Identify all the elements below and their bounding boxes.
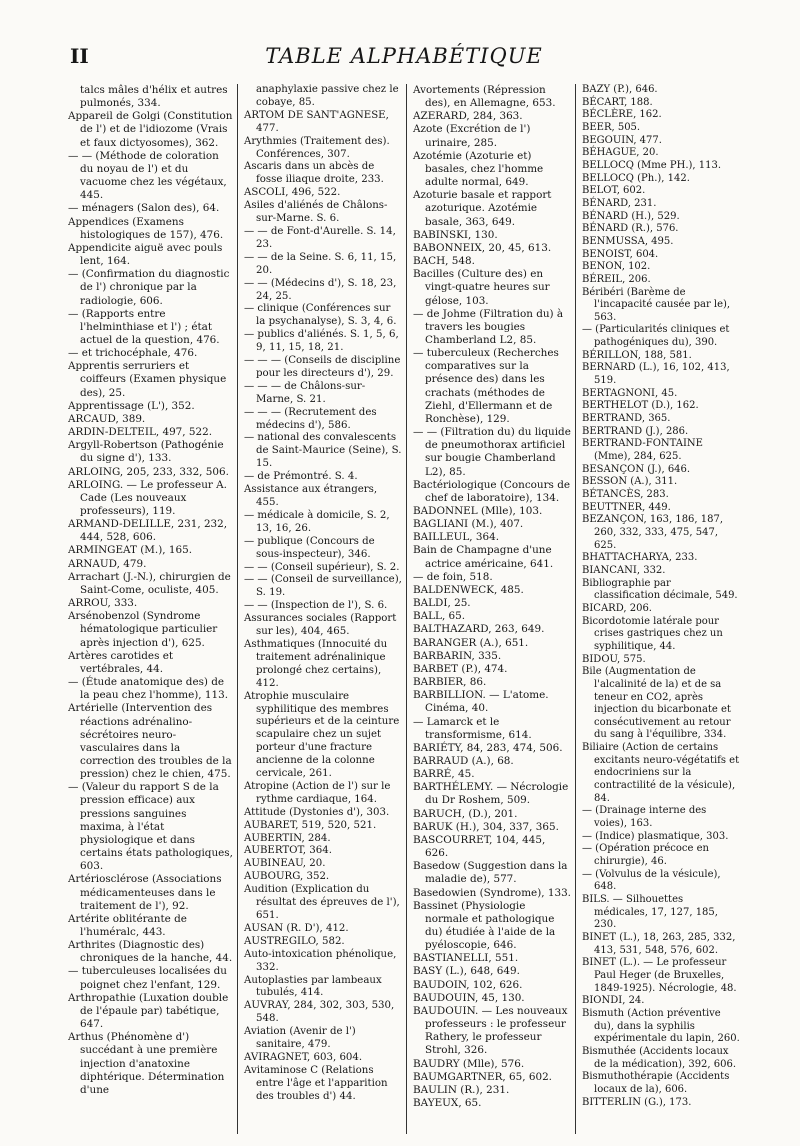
- index-entry: BINET (L.). — Le professeur Paul Heger (de Bruxelles, 1849-1925). Nécrologie, 48.: [582, 957, 737, 994]
- index-entry: Aviation (Avenir de l') sanitaire, 479.: [244, 1026, 356, 1051]
- index-entry: Arthropathie (Luxation double de l'épaule par) tabétique, 647.: [68, 991, 229, 1031]
- index-entry: BÉNARD (H.), 529.: [582, 210, 680, 222]
- index-entry: — Lamarck et le transformisme, 614.: [413, 715, 532, 741]
- index-entry: — tuberculeuses localisées du poignet chez l'enfant, 129.: [68, 965, 227, 991]
- index-entry: BÉREIL, 206.: [582, 273, 651, 285]
- index-columns: [68, 84, 744, 1134]
- index-entry: — — (Méthode de coloration du noyau de l') et du vacuome chez les végétaux, 445.: [68, 149, 227, 202]
- index-entry: BAULIN (R.), 231.: [413, 1083, 510, 1096]
- index-entry: BÉRILLON, 188, 581.: [582, 349, 692, 361]
- index-entry: — (Indice) plasmatique, 303.: [582, 830, 729, 842]
- index-entry: BAUDOUIN, 45, 130.: [413, 991, 525, 1004]
- index-entry: — — — de Châlons-sur-Marne, S. 21.: [244, 380, 366, 405]
- index-entry: Bicordotomie latérale pour crises gastriques chez un syphilitique, 44.: [582, 615, 723, 652]
- index-entry: BERTRAND-FONTAINE (Mme), 284, 625.: [582, 438, 703, 463]
- index-entry: — (Confirmation du diagnostic de l') chronique par la radiologie, 606.: [68, 268, 230, 307]
- index-entry: Bactériologique (Concours de chef de laboratoire), 134.: [413, 478, 570, 504]
- index-entry: BERTRAND (J.), 286.: [582, 425, 689, 437]
- index-entry: BARUCH, (D.), 201.: [413, 807, 518, 820]
- index-entry: Bismuthée (Accidents locaux de la médication), 392, 606.: [582, 1045, 737, 1070]
- index-entry: Auto-intoxication phénolique, 332.: [244, 948, 397, 973]
- index-entry: ARLOING, 205, 233, 332, 506.: [68, 465, 229, 478]
- index-entry: — et trichocéphale, 476.: [68, 347, 198, 360]
- index-entry: anaphylaxie passive chez le cobaye, 85.: [256, 84, 399, 108]
- index-entry: Biliaire (Action de certains excitants neuro-végétatifs et endocriniens sur la contractilité de la vésicule), 84.: [582, 742, 740, 804]
- index-entry: — médicale à domicile, S. 2, 13, 16, 26.: [244, 509, 390, 534]
- index-entry: Asiles d'aliénés de Châlons-sur-Marne. S. 6.: [244, 200, 388, 225]
- index-entry: — ménagers (Salon des), 64.: [68, 202, 220, 215]
- index-entry: — — de la Seine. S. 6, 11, 15, 20.: [244, 251, 397, 276]
- index-entry: BARBILLION. — L'atome. Cinéma, 40.: [413, 689, 549, 715]
- index-entry: — tuberculeux (Recherches comparatives sur la présence des) dans les crachats (méthodes de Ziehl, d'Ellermann et de Ronchèse), 129.: [413, 347, 559, 425]
- index-entry: BIDOU, 575.: [582, 653, 646, 665]
- index-entry: BARRAUD (A.), 68.: [413, 754, 514, 767]
- index-entry: Basedow (Suggestion dans la maladie de), 577.: [413, 860, 568, 886]
- index-entry: BEUTTNER, 449.: [582, 501, 671, 513]
- index-entry: — — — (Recrutement des médecins d'), 586.: [244, 406, 377, 431]
- index-entry: BAYEUX, 65.: [413, 1097, 482, 1110]
- index-entry: AUBOURG, 352.: [244, 871, 330, 883]
- index-entry: Bain de Champagne d'une actrice américaine, 641.: [413, 544, 554, 570]
- index-entry: — (Opération précoce en chirurgie), 46.: [582, 843, 709, 868]
- index-entry: BEER, 505.: [582, 121, 641, 133]
- index-entry: — de foin, 518.: [413, 570, 493, 583]
- index-entry: — — (Filtration du) du liquide de pneumothorax artificiel sur bougie Chamberland L2), 85.: [413, 426, 571, 478]
- index-entry: AZERARD, 284, 363.: [413, 110, 523, 123]
- index-entry: BARTHÉLEMY. — Nécrologie du Dr Roshem, 509.: [413, 781, 569, 807]
- index-entry: BARUK (H.), 304, 337, 365.: [413, 820, 559, 833]
- index-entry: BELLOCQ (Mme PH.), 113.: [582, 159, 722, 171]
- index-entry: talcs mâles d'hélix et autres pulmonés, 334.: [80, 84, 228, 110]
- index-entry: Artérielle (Intervention des réactions adrénalino-sécrétoires neuro-vasculaires dans la correction des troubles de la pression) chez le chien, 475.: [68, 702, 232, 781]
- index-column-3: [406, 84, 575, 1134]
- index-entry: BENON, 102.: [582, 261, 651, 273]
- index-entry: BAZY (P.), 646.: [582, 84, 658, 95]
- index-entry: Bismuth (Action préventive du), dans la syphilis expérimentale du lapin, 260.: [582, 1007, 740, 1045]
- index-entry: Appareil de Golgi (Constitution de l') et de l'idiozome (Vrais et faux dictyosomes), 362.: [68, 110, 233, 149]
- index-entry: BESSON (A.), 311.: [582, 476, 678, 488]
- index-entry: Assistance aux étrangers, 455.: [244, 484, 378, 508]
- index-entry: Bacilles (Culture des) en vingt-quatre heures sur gélose, 103.: [413, 268, 550, 307]
- index-column-1: [68, 84, 237, 1134]
- index-entry: — — de Font-d'Aurelle. S. 14, 23.: [244, 225, 396, 250]
- index-entry: BASCOURRET, 104, 445, 626.: [413, 833, 546, 860]
- index-entry: AUVRAY, 284, 302, 303, 530, 548.: [244, 1000, 395, 1025]
- index-entry: BARIÉTY, 84, 283, 474, 506.: [413, 741, 563, 754]
- index-entry: ARNAUD, 479.: [68, 557, 147, 570]
- index-entry: — (Étude anatomique des) de la peau chez l'homme), 113.: [68, 676, 229, 702]
- index-entry: BABINSKI, 130.: [413, 228, 498, 241]
- index-entry: BALTHAZARD, 263, 649.: [413, 623, 545, 636]
- index-entry: BIANCANI, 332.: [582, 564, 666, 576]
- index-entry: Appendicite aiguë avec pouls lent, 164.: [68, 241, 223, 268]
- index-entry: Artérite oblitérante de l'huméralc, 443.: [68, 912, 187, 938]
- index-entry: BÉNARD, 231.: [582, 197, 657, 209]
- index-entry: — (Drainage interne des voies), 163.: [582, 805, 707, 830]
- index-entry: — — — (Conseils de discipline pour les directeurs d'), 29.: [244, 355, 401, 379]
- index-entry: — (Particularités cliniques et pathogéniques du), 390.: [582, 324, 730, 349]
- index-entry: — (Rapports entre l'helminthiase et l') ; état actuel de la question, 476.: [68, 307, 220, 346]
- index-column-4: [575, 84, 744, 1134]
- index-entry: — — (Conseil de surveillance), S. 19.: [244, 574, 402, 599]
- index-entry: AUSTREGILO, 582.: [244, 935, 345, 947]
- index-entry: — publique (Concours de sous-inspecteur), 346.: [244, 535, 375, 560]
- index-entry: BINET (L.), 18, 263, 285, 332, 413, 531, 548, 576, 602.: [582, 931, 736, 956]
- index-entry: Atrophie musculaire syphilitique des membres supérieurs et de la ceinture scapulaire chez un sujet porteur d'une fracture ancienne de la colonne cervicale, 261.: [244, 690, 400, 780]
- index-entry: AUSAN (R. D'), 412.: [244, 922, 349, 934]
- index-entry: ARMINGEAT (M.), 165.: [68, 544, 193, 557]
- index-entry: Audition (Explication du résultat des épreuves de l'), 651.: [244, 884, 400, 921]
- index-entry: BERNARD (L.), 16, 102, 413, 519.: [582, 362, 730, 387]
- index-entry: Artériosclérose (Associations médicamenteuses dans le traitement de l'), 92.: [68, 873, 222, 912]
- index-entry: BÉCART, 188.: [582, 96, 653, 108]
- index-entry: BENOIST, 604.: [582, 248, 659, 260]
- index-entry: ARMAND-DELILLE, 231, 232, 444, 528, 606.: [68, 518, 228, 544]
- index-entry: Bibliographie par classification décimale, 549.: [582, 577, 738, 602]
- index-entry: Autoplasties par lambeaux tubulés, 414.: [244, 974, 382, 999]
- index-entry: — — (Médecins d'), S. 18, 23, 24, 25.: [244, 277, 397, 302]
- index-entry: BAUMGARTNER, 65, 602.: [413, 1070, 552, 1083]
- index-entry: Atropine (Action de l') sur le rythme cardiaque, 164.: [244, 780, 391, 805]
- index-entry: ARTOM DE SANT'AGNESE, 477.: [244, 109, 389, 134]
- running-title: TABLE ALPHABÉTIQUE: [265, 44, 543, 68]
- index-entry: BASTIANELLI, 551.: [413, 952, 519, 965]
- index-column-2: [237, 84, 406, 1134]
- index-entry: BAGLIANI (M.), 407.: [413, 518, 524, 531]
- index-entry: BALL, 65.: [413, 610, 466, 623]
- index-entry: — publics d'aliénés. S. 1, 5, 6, 9, 11, 15, 18, 21.: [244, 329, 399, 354]
- index-entry: BAUDRY (Mlle), 576.: [413, 1057, 525, 1070]
- index-entry: Azoturie basale et rapport azoturique. Azotémie basale, 363, 649.: [413, 189, 552, 228]
- index-entry: Apprentis serruriers et coiffeurs (Examen physique des), 25.: [68, 360, 227, 399]
- index-entry: Arsénobenzol (Syndrome hématologique particulier après injection d'), 625.: [68, 610, 218, 649]
- page-number: II: [70, 44, 89, 68]
- index-entry: Avortements (Répression des), en Allemagne, 653.: [413, 84, 556, 110]
- index-entry: BACH, 548.: [413, 255, 475, 268]
- index-entry: Argyll-Robertson (Pathogénie du signe d'), 133.: [68, 439, 224, 465]
- index-entry: — de Prémontré. S. 4.: [244, 471, 358, 483]
- index-entry: AUBINEAU, 20.: [244, 858, 326, 870]
- index-entry: BAUDOIN, 102, 626.: [413, 978, 523, 991]
- index-entry: ARLOING. — Le professeur A. Cade (Les nouveaux professeurs), 119.: [68, 478, 227, 517]
- index-entry: BAUDOUIN. — Les nouveaux professeurs : le professeur Rathery, le professeur Strohl, 326.: [413, 1004, 568, 1057]
- index-entry: Assurances sociales (Rapport sur les), 404, 465.: [244, 613, 397, 638]
- index-entry: BILS. — Silhouettes médicales, 17, 127, 185, 230.: [582, 894, 718, 931]
- index-entry: BALDENWECK, 485.: [413, 583, 524, 596]
- index-entry: Ascaris dans un abcès de fosse iliaque droite, 233.: [244, 161, 384, 186]
- index-entry: BERTAGNONI, 45.: [582, 387, 678, 399]
- index-entry: BÉHAGUE, 20.: [582, 147, 659, 159]
- index-entry: Arthrites (Diagnostic des) chroniques de la hanche, 44.: [68, 939, 233, 965]
- index-entry: Attitude (Dystonies d'), 303.: [244, 806, 390, 818]
- index-entry: — — (Inspection de l'), S. 6.: [244, 600, 388, 612]
- index-entry: Arrachart (J.-N.), chirurgien de Saint-Come, oculiste, 405.: [68, 570, 231, 596]
- index-entry: AUBARET, 519, 520, 521.: [244, 819, 377, 831]
- index-entry: BARRÉ, 45.: [413, 768, 475, 781]
- index-entry: BHATTACHARYA, 233.: [582, 552, 698, 564]
- index-entry: BELLOCQ (Ph.), 142.: [582, 172, 690, 184]
- index-entry: Artères carotides et vertébrales, 44.: [68, 649, 174, 675]
- index-entry: BARBET (P.), 474.: [413, 662, 508, 675]
- index-entry: — (Volvulus de la vésicule), 648.: [582, 868, 721, 893]
- index-entry: BESANÇON (J.), 646.: [582, 463, 691, 475]
- index-entry: Béribéri (Barème de l'incapacité causée par le), 563.: [582, 286, 731, 323]
- index-entry: BERTRAND, 365.: [582, 413, 671, 425]
- index-entry: Arythmies (Traitement des). Conférences, 307.: [244, 135, 390, 160]
- index-entry: BÉCLÈRE, 162.: [582, 109, 662, 121]
- index-entry: Appendices (Examens histologiques de 157), 476.: [68, 215, 224, 241]
- index-entry: BABONNEIX, 20, 45, 613.: [413, 241, 552, 254]
- index-entry: Bismuthothérapie (Accidents locaux de la), 606.: [582, 1071, 730, 1095]
- index-entry: Avitaminose C (Relations entre l'âge et l'apparition des troubles d') 44.: [244, 1064, 388, 1102]
- index-entry: BAILLEUL, 364.: [413, 531, 500, 544]
- index-entry: ARDIN-DELTEIL, 497, 522.: [68, 426, 213, 439]
- index-entry: ARROU, 333.: [68, 597, 138, 610]
- index-entry: BIONDI, 24.: [582, 995, 645, 1007]
- index-entry: BARBARIN, 335.: [413, 649, 502, 662]
- index-entry: BEZANÇON, 163, 186, 187, 260, 332, 333, 475, 547, 625.: [582, 514, 724, 551]
- index-entry: — national des convalescents de Saint-Maurice (Seine), S. 15.: [244, 432, 402, 470]
- index-entry: BADONNEL (Mlle), 103.: [413, 505, 543, 517]
- index-entry: AUBERTOT, 364.: [244, 845, 332, 857]
- index-entry: AVIRAGNET, 603, 604.: [244, 1051, 363, 1063]
- index-entry: Azote (Excrétion de l') urinaire, 285.: [413, 123, 531, 149]
- index-entry: — clinique (Conférences sur la psychanalyse), S. 3, 4, 6.: [244, 303, 397, 328]
- index-entry: BÉTANCÈS, 283.: [582, 489, 669, 500]
- index-entry: ARCAUD, 389.: [68, 412, 146, 425]
- index-entry: BERTHELOT (D.), 162.: [582, 400, 699, 412]
- index-entry: — (Valeur du rapport S de la pression efficace) aux pressions sanguines maxima, à l'état physiologique et dans certains états pathologiques, 603.: [68, 781, 233, 873]
- index-entry: ASCOLI, 496, 522.: [244, 187, 341, 199]
- index-entry: Asthmatiques (Innocuité du traitement adrénalinique prolongé chez certains), 412.: [244, 638, 388, 689]
- index-entry: BALDI, 25.: [413, 597, 471, 610]
- index-entry: Azotémie (Azoturie et) basales, chez l'homme adulte normal, 649.: [413, 149, 544, 189]
- index-entry: Apprentissage (L'), 352.: [68, 399, 195, 412]
- index-entry: — de Johme (Filtration du) à travers les bougies Chamberland L2, 85.: [413, 307, 564, 346]
- index-entry: BARANGER (A.), 651.: [413, 636, 529, 649]
- index-entry: — — (Conseil supérieur), S. 2.: [244, 561, 400, 573]
- index-entry: BEGOUIN, 477.: [582, 134, 662, 146]
- index-entry: Arthus (Phénomène d') succédant à une première injection d'anatoxine diphtérique. Détermination d'une: [68, 1031, 225, 1096]
- index-entry: Bile (Augmentation de l'alcalinité de la) et de sa teneur en CO2, après injection du bicarbonate et consécutivement au retour du sang à l'équilibre, 334.: [582, 666, 731, 741]
- index-entry: BARBIER, 86.: [413, 676, 487, 689]
- index-entry: BÉNARD (R.), 576.: [582, 223, 679, 235]
- index-entry: BASY (L.), 648, 649.: [413, 965, 520, 978]
- index-entry: Basedowien (Syndrome), 133.: [413, 886, 571, 899]
- index-entry: BICARD, 206.: [582, 602, 652, 614]
- index-entry: Bassinet (Physiologie normale et pathologique du) étudiée à l'aide de la pyéloscopie, 646.: [413, 899, 556, 952]
- index-entry: AUBERTIN, 284.: [244, 832, 331, 844]
- index-entry: BELOT, 602.: [582, 185, 646, 197]
- index-entry: BENMUSSA, 495.: [582, 235, 674, 247]
- index-entry: BITTERLIN (G.), 173.: [582, 1096, 692, 1108]
- page-header: [70, 44, 738, 74]
